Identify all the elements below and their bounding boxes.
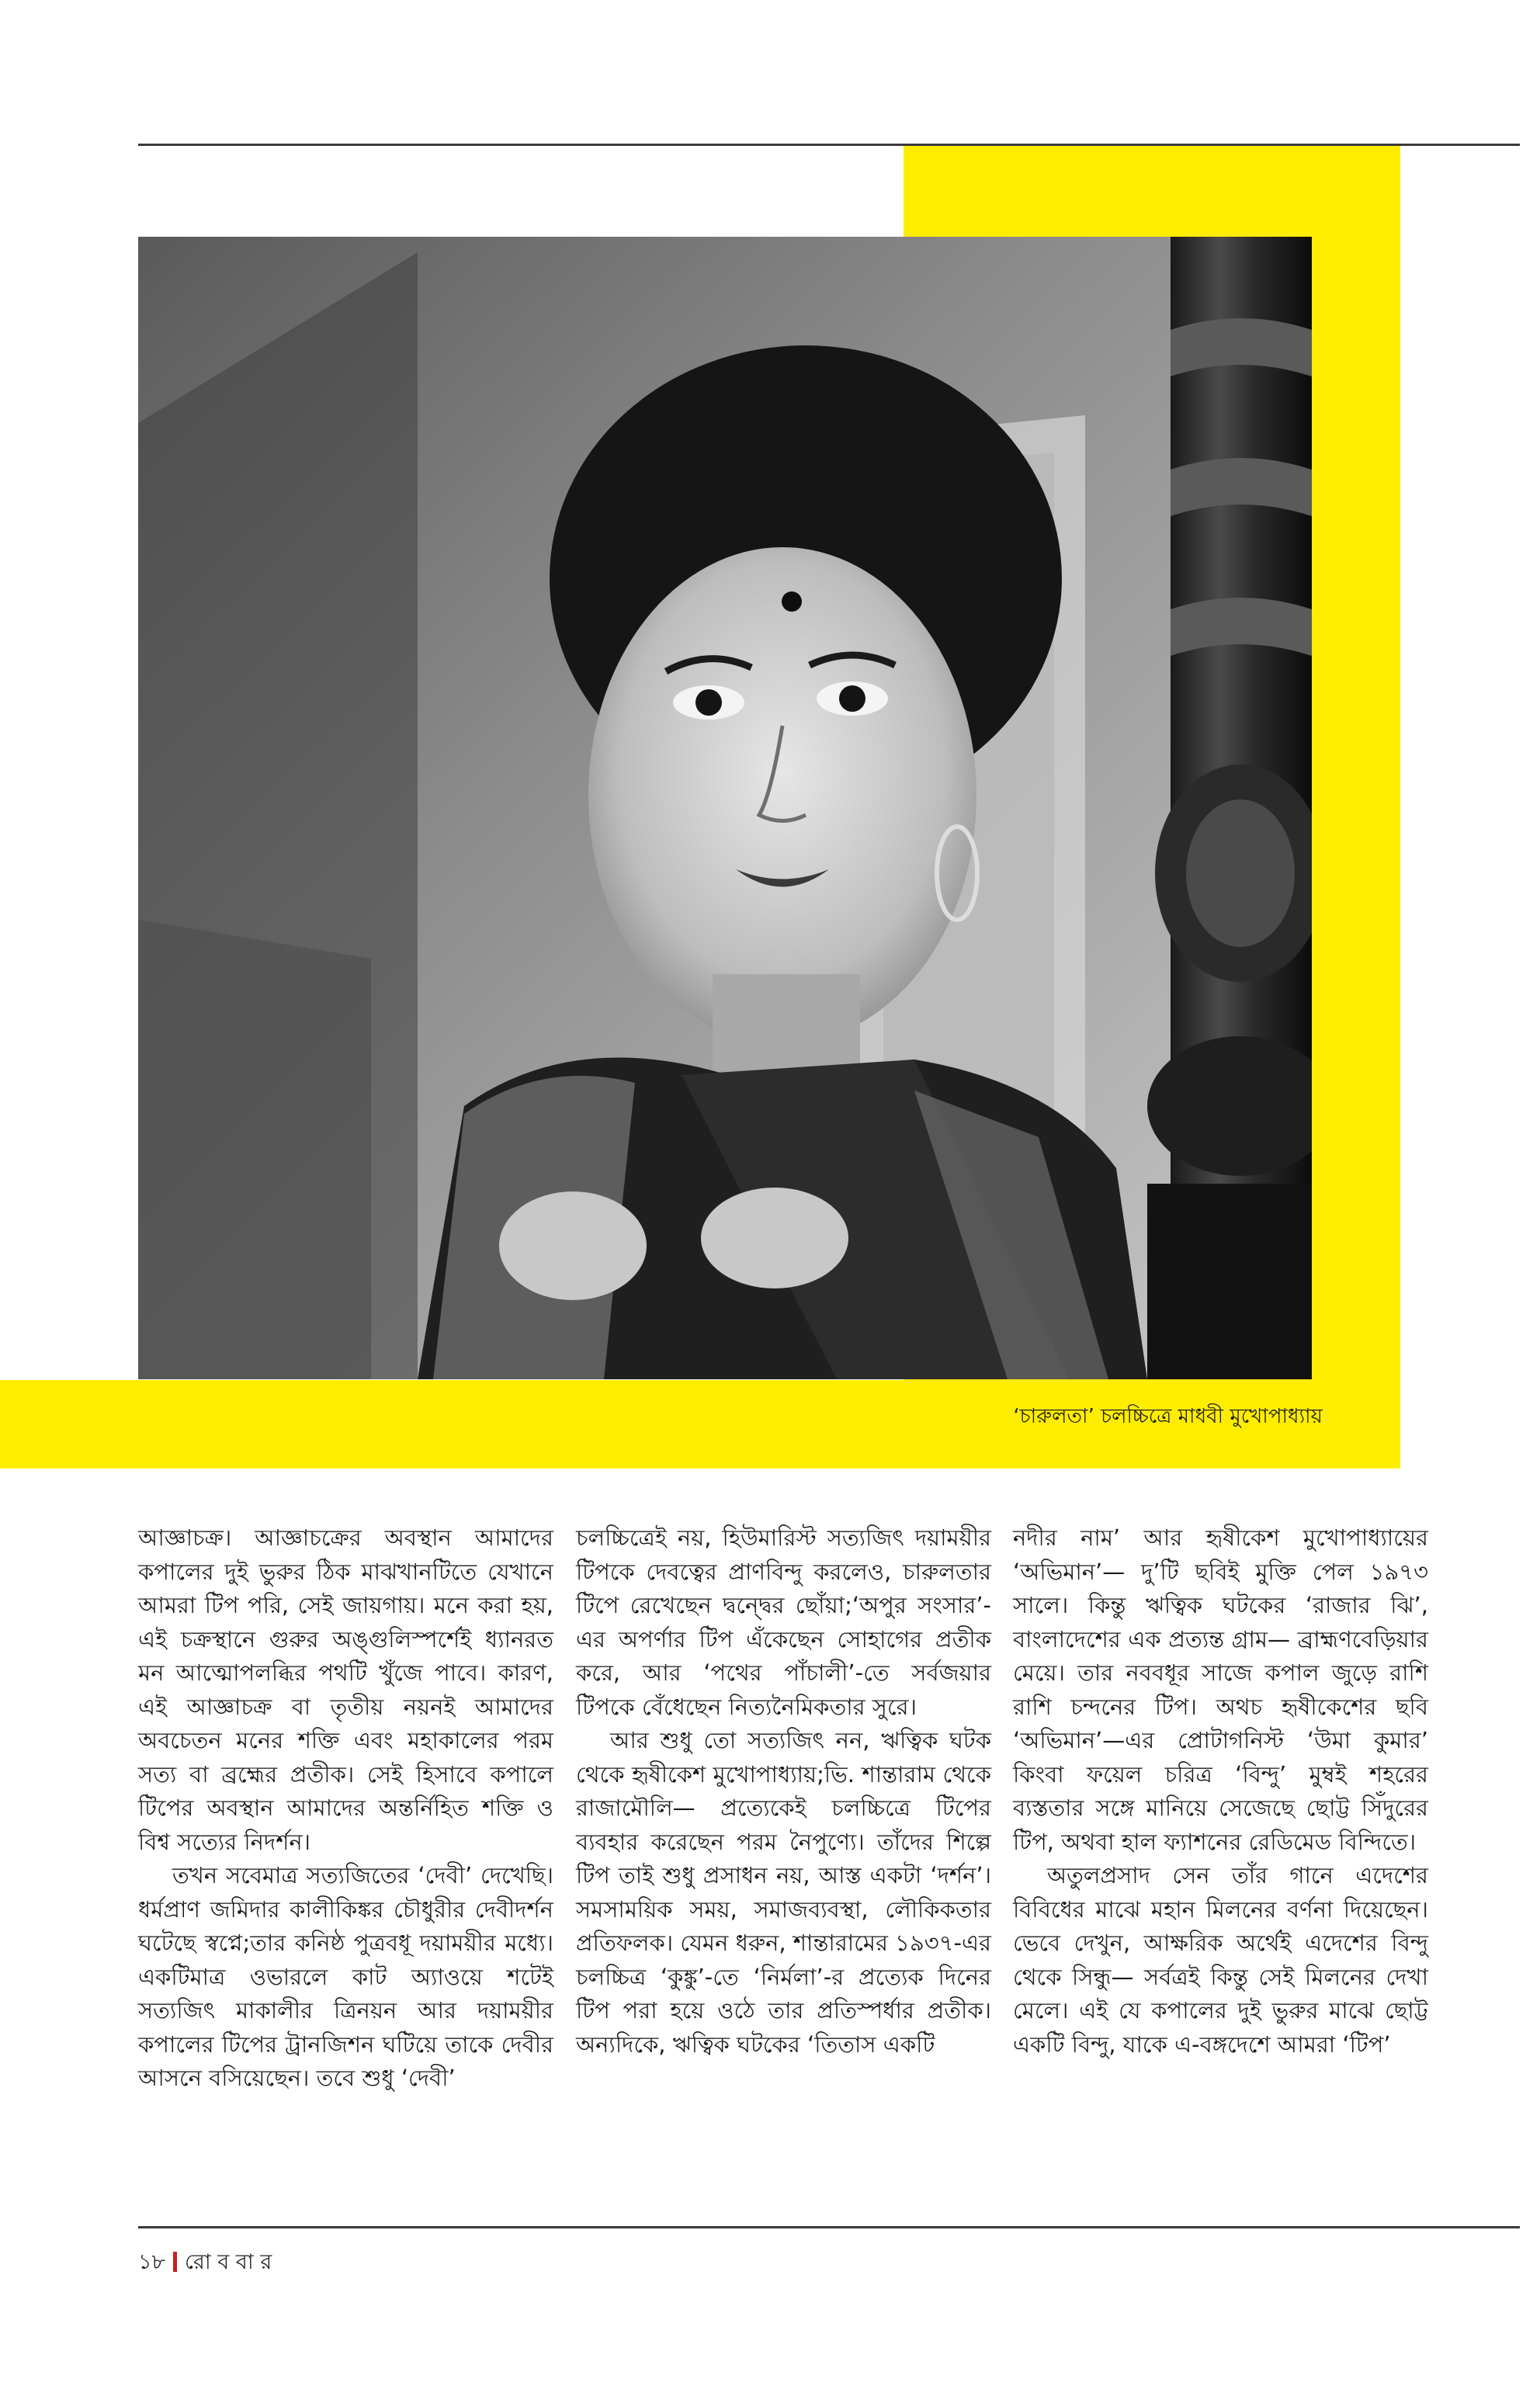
article-column-2 bbox=[576, 1521, 991, 2062]
bottom-rule bbox=[138, 2226, 1520, 2228]
film-still-illustration bbox=[138, 237, 1312, 1379]
page-footer bbox=[138, 2249, 272, 2277]
article-column-3 bbox=[1013, 1521, 1428, 2062]
paragraph: নদীর নাম’ আর হৃষীকেশ মুখোপাধ্যায়ের ‘অভিমান’— দু’টি ছবিই মুক্তি পেল ১৯৭৩ সালে। কিন্তু ঋত্বিক ঘটকের ‘রাজার ঝি’, বাংলাদেশের এক প্রত্যন্ত গ্রাম— ব্রাহ্মণবেড়িয়ার মেয়ে। তার নববধূর সাজে কপাল জুড়ে রাশি রাশি চন্দনের টিপ। অথচ হৃষীকেশের ছবি ‘অভিমান’—এর প্রোটাগনিস্ট ‘উমা কুমার’ কিংবা ফয়েল চরিত্র ‘বিন্দু’ মুম্বই শহরের ব্যস্ততার সঙ্গে মানিয়ে সেজেছে ছোট্ট সিঁদুরের টিপ, অথবা হাল ফ্যাশনের রেডিমেড বিন্দিতে। bbox=[1013, 1524, 1428, 1855]
paragraph: চলচ্চিত্রেই নয়, হিউমারিস্ট সত্যজিৎ দয়াময়ীর টিপকে দেবত্বের প্রাণবিন্দু করলেও, চারুলতার টিপে রেখেছেন দ্বন্দ্বের ছোঁয়া;‘অপুর সংসার’-এর অপর্ণার টিপ এঁকেছেন সোহাগের প্রতীক করে, আর ‘পথের পাঁচালী’-তে সর্বজয়ার টিপকে বেঁধেছেন নিত্যনৈমিকতার সুরে। bbox=[576, 1524, 991, 1720]
photo-caption: ‘চারুলতা’ চলচ্চিত্রে মাধবী মুখোপাধ্যায় bbox=[1013, 1405, 1323, 1428]
paragraph: অতুলপ্রসাদ সেন তাঁর গানে এদেশের বিবিধের মাঝে মহান মিলনের বর্ণনা দিয়েছেন। ভেবে দেখুন, আক্ষরিক অর্থেই এদেশের বিন্দু থেকে সিন্ধু— সর্বত্রই কিন্তু সেই মিলনের দেখা মেলে। এই যে কপালের দুই ভুরুর মাঝে ছোট্ট একটি বিন্দু, যাকে এ-বঙ্গদেশে আমরা ‘টিপ’ bbox=[1013, 1862, 1428, 2058]
footer-divider bbox=[173, 2252, 177, 2272]
article-column-1 bbox=[138, 1521, 553, 2096]
paragraph: আজ্ঞাচক্র। আজ্ঞাচক্রের অবস্থান আমাদের কপালের দুই ভুরুর ঠিক মাঝখানটিতে যেখানে আমরা টিপ পরি, সেই জায়গায়। মনে করা হয়, এই চক্রস্থানে গুরুর অঙ্গুলিস্পর্শেই ধ্যানরত মন আত্মোপলব্ধির পথটি খুঁজে পাবে। কারণ, এই আজ্ঞাচক্র বা তৃতীয় নয়নই আমাদের অবচেতন মনের শক্তি এবং মহাকালের পরম সত্য বা ব্রহ্মের প্রতীক। সেই হিসাবে কপালে টিপের অবস্থান আমাদের অন্তর্নিহিত শক্তি ও বিশ্ব সত্যের নিদর্শন। bbox=[138, 1524, 553, 1855]
paragraph: তখন সবেমাত্র সত্যজিতের ‘দেবী’ দেখেছি। ধর্মপ্রাণ জমিদার কালীকিঙ্কর চৌধুরীর দেবীদর্শন ঘটেছে স্বপ্নে;তার কনিষ্ঠ পুত্রবধূ দয়াময়ীর মধ্যে। একটিমাত্র ওভারলে কাট অ্যাওয়ে শটেই সত্যজিৎ মাকালীর ত্রিনয়ন আর দয়াময়ীর কপালের টিপের ট্রানজিশন ঘটিয়ে তাকে দেবীর আসনে বসিয়েছেন। তবে শুধু ‘দেবী’ bbox=[138, 1862, 553, 2091]
magazine-name: রো ব বা র bbox=[185, 2250, 272, 2274]
film-still-photo bbox=[138, 237, 1312, 1379]
page-number: ১৮ bbox=[138, 2250, 166, 2274]
paragraph: আর শুধু তো সত্যজিৎ নন, ঋত্বিক ঘটক থেকে হৃষীকেশ মুখোপাধ্যায়;ভি. শান্তারাম থেকে রাজামৌলি— প্রত্যেকেই চলচ্চিত্রে টিপের ব্যবহার করেছেন পরম নৈপুণ্যে। তাঁদের শিল্পে টিপ তাই শুধু প্রসাধন নয়, আস্ত একটা ‘দর্শন’। সমসাময়িক সময়, সমাজব্যবস্থা, লৌকিকতার প্রতিফলক। যেমন ধরুন, শান্তারামের ১৯৩৭-এর চলচ্চিত্র ‘কুঙ্কু’-তে ‘নির্মলা’-র প্রত্যেক দিনের টিপ পরা হয়ে ওঠে তার প্রতিস্পর্ধার প্রতীক। অন্যদিকে, ঋত্বিক ঘটকের ‘তিতাস একটি bbox=[576, 1727, 991, 2058]
